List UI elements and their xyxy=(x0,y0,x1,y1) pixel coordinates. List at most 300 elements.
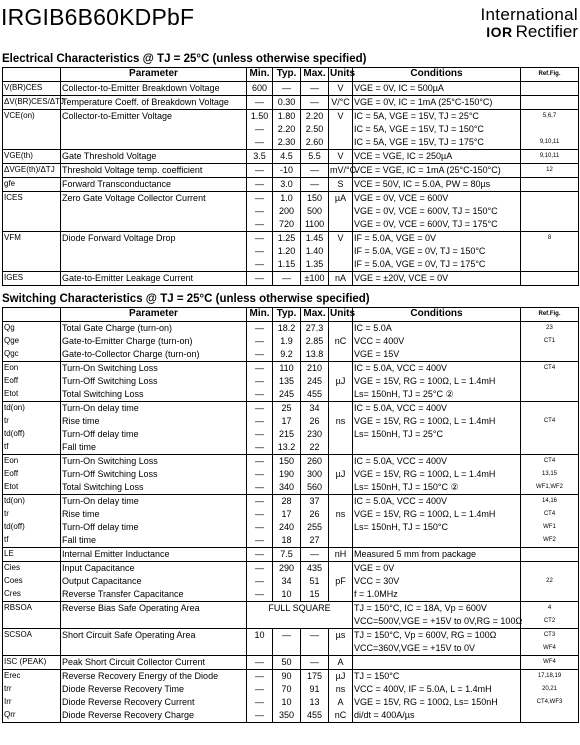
brand-line1: International xyxy=(480,5,578,24)
cell-ref-fig: 12 xyxy=(521,164,579,178)
cell-units: V xyxy=(329,232,353,246)
cell-conditions: Ls= 150nH, TJ = 25°C xyxy=(353,428,521,441)
cell-conditions: VCC = 400V xyxy=(353,335,521,348)
cell-max: 150 xyxy=(301,192,329,206)
cell-max: 175 xyxy=(301,670,329,684)
cell-ref-fig: 17,18,19 xyxy=(521,670,579,684)
header-max: Max. xyxy=(301,308,329,322)
cell-conditions: VGE = 15V, RG = 100Ω, L = 1.4mH xyxy=(353,415,521,428)
cell-min: — xyxy=(247,218,273,232)
cell-units xyxy=(329,322,353,336)
cell-max: 15 xyxy=(301,588,329,602)
cell-conditions: VGE = 15V, RG = 100Ω, Ls= 150nH xyxy=(353,696,521,709)
cell-min: — xyxy=(247,375,273,388)
cell-conditions: VGE = 0V, IC = 500µA xyxy=(353,82,521,96)
cell-symbol: Etot xyxy=(3,388,61,402)
cell-max: 255 xyxy=(301,521,329,534)
cell-max: 27 xyxy=(301,534,329,548)
header-parameter: Parameter xyxy=(61,68,247,82)
cell-min-typ-max: FULL SQUARE xyxy=(247,602,353,616)
cell-max xyxy=(301,642,329,656)
cell-symbol: Erec xyxy=(3,670,61,684)
cell-max: 2.85 xyxy=(301,335,329,348)
cell-typ: 1.25 xyxy=(273,232,301,246)
cell-units: S xyxy=(329,178,353,192)
table-row xyxy=(3,415,579,428)
cell-units xyxy=(329,218,353,232)
cell-symbol: ΔVGE(th)/ΔTJ xyxy=(3,164,61,178)
cell-units xyxy=(329,428,353,441)
cell-ref-fig: CT4 xyxy=(521,455,579,469)
cell-max: 1.45 xyxy=(301,232,329,246)
header-typ: Typ. xyxy=(273,68,301,82)
cell-min: — xyxy=(247,670,273,684)
cell-typ: 1.9 xyxy=(273,335,301,348)
cell-typ: 150 xyxy=(273,455,301,469)
cell-min: — xyxy=(247,481,273,495)
cell-parameter: Reverse Transfer Capacitance xyxy=(61,588,247,602)
cell-ref-fig: 23 xyxy=(521,322,579,336)
cell-max: 2.50 xyxy=(301,123,329,136)
cell-ref-fig xyxy=(521,562,579,576)
cell-conditions: IC = 5A, VGE = 15V, TJ = 150°C xyxy=(353,123,521,136)
cell-ref-fig: WF1 xyxy=(521,521,579,534)
cell-min: — xyxy=(247,245,273,258)
cell-ref-fig: CT4 xyxy=(521,362,579,376)
cell-typ: 1.0 xyxy=(273,192,301,206)
table-row xyxy=(3,629,579,643)
cell-min: — xyxy=(247,521,273,534)
cell-max: 560 xyxy=(301,481,329,495)
cell-conditions: VCE = VGE, IC = 250µA xyxy=(353,150,521,164)
cell-typ: 3.0 xyxy=(273,178,301,192)
cell-units: µA xyxy=(329,192,353,206)
cell-symbol: Eoff xyxy=(3,468,61,481)
cell-max: 455 xyxy=(301,709,329,723)
cell-ref-fig xyxy=(521,375,579,388)
cell-min: — xyxy=(247,136,273,150)
table-row xyxy=(3,96,579,110)
cell-min: — xyxy=(247,205,273,218)
electrical-section-title: Electrical Characteristics @ TJ = 25°C (unless otherwise specified) xyxy=(2,53,367,65)
table-row xyxy=(3,468,579,481)
part-number: IRGIB6B60KDPbF xyxy=(1,4,195,30)
cell-ref-fig xyxy=(521,205,579,218)
cell-parameter: Turn-On Switching Loss xyxy=(61,362,247,376)
cell-units: nH xyxy=(329,548,353,562)
cell-max: 13.8 xyxy=(301,348,329,362)
cell-ref-fig xyxy=(521,428,579,441)
cell-ref-fig: CT1 xyxy=(521,335,579,348)
cell-units: V/°C xyxy=(329,96,353,110)
cell-units xyxy=(329,481,353,495)
cell-units: V xyxy=(329,82,353,96)
cell-ref-fig xyxy=(521,272,579,286)
header-typ: Typ. xyxy=(273,308,301,322)
cell-ref-fig: 4 xyxy=(521,602,579,616)
cell-max: 260 xyxy=(301,455,329,469)
cell-symbol xyxy=(3,123,61,136)
cell-parameter: Gate-to-Emitter Charge (turn-on) xyxy=(61,335,247,348)
cell-parameter: Fall time xyxy=(61,534,247,548)
table-row xyxy=(3,548,579,562)
cell-min: — xyxy=(247,683,273,696)
table-row xyxy=(3,272,579,286)
cell-symbol: Qg xyxy=(3,322,61,336)
cell-typ: — xyxy=(273,82,301,96)
cell-min: 1.50 xyxy=(247,110,273,124)
header-max: Max. xyxy=(301,68,329,82)
cell-units: µJ xyxy=(329,670,353,684)
cell-max: 91 xyxy=(301,683,329,696)
table-row xyxy=(3,136,579,150)
cell-typ: 17 xyxy=(273,415,301,428)
cell-ref-fig: CT4 xyxy=(521,415,579,428)
cell-min: — xyxy=(247,468,273,481)
cell-symbol xyxy=(3,258,61,272)
cell-max: 5.5 xyxy=(301,150,329,164)
cell-min: — xyxy=(247,192,273,206)
cell-units: pF xyxy=(329,575,353,588)
cell-conditions xyxy=(353,534,521,548)
page-header xyxy=(0,0,580,50)
cell-min: — xyxy=(247,495,273,509)
cell-parameter: Collector-to-Emitter Voltage xyxy=(61,110,247,124)
cell-units xyxy=(329,388,353,402)
cell-conditions xyxy=(353,656,521,670)
table-row xyxy=(3,205,579,218)
cell-parameter: Short Circuit Safe Operating Area xyxy=(61,629,247,643)
cell-min: — xyxy=(247,534,273,548)
cell-units xyxy=(329,258,353,272)
table-row xyxy=(3,602,579,616)
cell-units xyxy=(329,455,353,469)
table-row xyxy=(3,615,579,629)
cell-parameter: Reverse Recovery Energy of the Diode xyxy=(61,670,247,684)
cell-units xyxy=(329,348,353,362)
cell-ref-fig xyxy=(521,178,579,192)
cell-parameter: Diode Reverse Recovery Charge xyxy=(61,709,247,723)
header-min: Min. xyxy=(247,68,273,82)
cell-typ: 13.2 xyxy=(273,441,301,455)
cell-conditions: Measured 5 mm from package xyxy=(353,548,521,562)
cell-conditions: VGE = 0V, VCE = 600V xyxy=(353,192,521,206)
table-row xyxy=(3,232,579,246)
cell-units xyxy=(329,495,353,509)
cell-symbol: Eon xyxy=(3,455,61,469)
cell-parameter: Diode Forward Voltage Drop xyxy=(61,232,247,246)
cell-typ: 18.2 xyxy=(273,322,301,336)
table-row xyxy=(3,245,579,258)
cell-units: nC xyxy=(329,335,353,348)
cell-conditions: IC = 5A, VGE = 15V, TJ = 25°C xyxy=(353,110,521,124)
cell-conditions: f = 1.0MHz xyxy=(353,588,521,602)
table-row xyxy=(3,402,579,416)
header-conditions: Conditions xyxy=(353,68,521,82)
cell-typ: 240 xyxy=(273,521,301,534)
cell-ref-fig xyxy=(521,388,579,402)
cell-conditions: TJ = 150°C, IC = 18A, Vp = 600V xyxy=(353,602,521,616)
header-parameter: Parameter xyxy=(61,308,247,322)
cell-symbol xyxy=(3,642,61,656)
cell-units xyxy=(329,362,353,376)
cell-ref-fig: WF1,WF2 xyxy=(521,481,579,495)
cell-typ: 0.30 xyxy=(273,96,301,110)
cell-units: µJ xyxy=(329,375,353,388)
cell-max: 22 xyxy=(301,441,329,455)
table-row xyxy=(3,642,579,656)
cell-ref-fig xyxy=(521,588,579,602)
cell-typ: 2.20 xyxy=(273,123,301,136)
cell-parameter: Gate Threshold Voltage xyxy=(61,150,247,164)
cell-units: A xyxy=(329,696,353,709)
cell-parameter: Output Capacitance xyxy=(61,575,247,588)
cell-conditions: VGE = 15V, RG = 100Ω, L = 1.4mH xyxy=(353,375,521,388)
cell-conditions: Ls= 150nH, TJ = 25°C ② xyxy=(353,388,521,402)
cell-parameter: Turn-Off delay time xyxy=(61,521,247,534)
cell-ref-fig xyxy=(521,82,579,96)
cell-parameter xyxy=(61,615,247,629)
cell-symbol: td(off) xyxy=(3,521,61,534)
table-row xyxy=(3,322,579,336)
cell-max: 2.60 xyxy=(301,136,329,150)
cell-parameter: Gate-to-Collector Charge (turn-on) xyxy=(61,348,247,362)
cell-typ: 290 xyxy=(273,562,301,576)
switching-section-title: Switching Characteristics @ TJ = 25°C (unless otherwise specified) xyxy=(2,293,370,305)
cell-ref-fig xyxy=(521,258,579,272)
cell-units xyxy=(329,534,353,548)
cell-ref-fig: WF4 xyxy=(521,656,579,670)
table-row xyxy=(3,82,579,96)
table-row xyxy=(3,481,579,495)
header-conditions: Conditions xyxy=(353,308,521,322)
cell-ref-fig: 8 xyxy=(521,232,579,246)
cell-parameter: Fall time xyxy=(61,441,247,455)
cell-min: — xyxy=(247,335,273,348)
cell-conditions: IC = 5.0A xyxy=(353,322,521,336)
cell-typ: 215 xyxy=(273,428,301,441)
cell-max: 2.20 xyxy=(301,110,329,124)
header-units: Units xyxy=(329,308,353,322)
cell-symbol: tf xyxy=(3,441,61,455)
cell-typ: 10 xyxy=(273,696,301,709)
cell-parameter: Turn-Off Switching Loss xyxy=(61,375,247,388)
cell-max: — xyxy=(301,548,329,562)
cell-parameter xyxy=(61,136,247,150)
cell-units: nA xyxy=(329,272,353,286)
cell-parameter: Turn-Off Switching Loss xyxy=(61,468,247,481)
table-row xyxy=(3,110,579,124)
cell-max: 27.3 xyxy=(301,322,329,336)
cell-min: — xyxy=(247,178,273,192)
cell-ref-fig xyxy=(521,348,579,362)
header-ref-fig: Ref.Fig. xyxy=(521,308,579,322)
table-row xyxy=(3,362,579,376)
cell-parameter xyxy=(61,258,247,272)
cell-units: ns xyxy=(329,683,353,696)
cell-ref-fig xyxy=(521,96,579,110)
cell-ref-fig: 9,10,11 xyxy=(521,150,579,164)
cell-typ: 200 xyxy=(273,205,301,218)
cell-ref-fig: CT4,WF3 xyxy=(521,696,579,709)
cell-typ: 4.5 xyxy=(273,150,301,164)
cell-min: — xyxy=(247,441,273,455)
cell-symbol: V(BR)CES xyxy=(3,82,61,96)
cell-max: 34 xyxy=(301,402,329,416)
cell-units xyxy=(329,588,353,602)
cell-symbol xyxy=(3,136,61,150)
cell-symbol xyxy=(3,245,61,258)
cell-typ: 1.80 xyxy=(273,110,301,124)
cell-min: — xyxy=(247,232,273,246)
cell-ref-fig: CT2 xyxy=(521,615,579,629)
cell-conditions: VGE = 15V, RG = 100Ω, L = 1.4mH xyxy=(353,468,521,481)
brand-logo xyxy=(481,6,578,41)
cell-ref-fig: 22 xyxy=(521,575,579,588)
cell-units: ns xyxy=(329,415,353,428)
table-row xyxy=(3,164,579,178)
table-row xyxy=(3,588,579,602)
table-row xyxy=(3,683,579,696)
cell-parameter xyxy=(61,123,247,136)
cell-units: A xyxy=(329,656,353,670)
table-row xyxy=(3,441,579,455)
cell-conditions: TJ = 150°C, Vp = 600V, RG = 100Ω xyxy=(353,629,521,643)
cell-parameter: Internal Emitter Inductance xyxy=(61,548,247,562)
cell-conditions: di/dt = 400A/µs xyxy=(353,709,521,723)
header-symbol xyxy=(3,68,61,82)
cell-typ: 110 xyxy=(273,362,301,376)
cell-symbol: VCE(on) xyxy=(3,110,61,124)
cell-symbol: LE xyxy=(3,548,61,562)
cell-typ: 28 xyxy=(273,495,301,509)
cell-symbol: VFM xyxy=(3,232,61,246)
cell-conditions: VGE = 15V, RG = 100Ω, L = 1.4mH xyxy=(353,508,521,521)
cell-parameter: Turn-On Switching Loss xyxy=(61,455,247,469)
cell-symbol: tf xyxy=(3,534,61,548)
cell-min: — xyxy=(247,588,273,602)
cell-min: 600 xyxy=(247,82,273,96)
cell-ref-fig xyxy=(521,548,579,562)
cell-conditions: IC = 5.0A, VCC = 400V xyxy=(353,455,521,469)
table-row xyxy=(3,428,579,441)
cell-units: V xyxy=(329,110,353,124)
cell-min-typ-max xyxy=(247,615,353,629)
table-row xyxy=(3,218,579,232)
table-row xyxy=(3,123,579,136)
cell-conditions: VGE = 0V, VCE = 600V, TJ = 175°C xyxy=(353,218,521,232)
cell-symbol: ΔV(BR)CES/ΔTJ xyxy=(3,96,61,110)
cell-conditions: IF = 5.0A, VGE = 0V, TJ = 175°C xyxy=(353,258,521,272)
cell-min: — xyxy=(247,164,273,178)
cell-min: — xyxy=(247,428,273,441)
cell-min: — xyxy=(247,96,273,110)
cell-symbol: td(on) xyxy=(3,402,61,416)
cell-conditions: Ls= 150nH, TJ = 150°C ② xyxy=(353,481,521,495)
cell-typ: — xyxy=(273,629,301,643)
cell-parameter: Total Gate Charge (turn-on) xyxy=(61,322,247,336)
brand-line2: Rectifier xyxy=(515,22,578,41)
table-row xyxy=(3,455,579,469)
cell-parameter: Rise time xyxy=(61,508,247,521)
cell-min: — xyxy=(247,562,273,576)
cell-conditions: VCC = 30V xyxy=(353,575,521,588)
cell-units xyxy=(329,245,353,258)
cell-min: — xyxy=(247,362,273,376)
cell-min: 10 xyxy=(247,629,273,643)
cell-symbol: tr xyxy=(3,415,61,428)
cell-min: — xyxy=(247,575,273,588)
cell-symbol: Cies xyxy=(3,562,61,576)
cell-conditions: Ls= 150nH, TJ = 150°C xyxy=(353,521,521,534)
cell-symbol: td(off) xyxy=(3,428,61,441)
cell-max: 26 xyxy=(301,508,329,521)
cell-ref-fig: CT4 xyxy=(521,508,579,521)
cell-max: — xyxy=(301,82,329,96)
table-row xyxy=(3,575,579,588)
cell-ref-fig xyxy=(521,402,579,416)
cell-ref-fig: 13,15 xyxy=(521,468,579,481)
cell-max: 210 xyxy=(301,362,329,376)
cell-symbol: Etot xyxy=(3,481,61,495)
cell-symbol: Coes xyxy=(3,575,61,588)
cell-units: µs xyxy=(329,629,353,643)
cell-min: — xyxy=(247,258,273,272)
cell-typ: 350 xyxy=(273,709,301,723)
table-row xyxy=(3,521,579,534)
cell-parameter: Rise time xyxy=(61,415,247,428)
cell-ref-fig: 9,10,11 xyxy=(521,136,579,150)
cell-ref-fig xyxy=(521,709,579,723)
cell-parameter: Forward Transconductance xyxy=(61,178,247,192)
cell-max: 300 xyxy=(301,468,329,481)
cell-max: 26 xyxy=(301,415,329,428)
cell-ref-fig xyxy=(521,441,579,455)
cell-max: 500 xyxy=(301,205,329,218)
cell-min xyxy=(247,642,273,656)
cell-min: — xyxy=(247,548,273,562)
cell-typ: 1.20 xyxy=(273,245,301,258)
cell-typ: -10 xyxy=(273,164,301,178)
cell-typ: 7.5 xyxy=(273,548,301,562)
header-units: Units xyxy=(329,68,353,82)
switching-characteristics-table xyxy=(2,307,579,723)
cell-min: — xyxy=(247,415,273,428)
cell-parameter xyxy=(61,245,247,258)
cell-parameter: Turn-On delay time xyxy=(61,402,247,416)
cell-units: ns xyxy=(329,508,353,521)
cell-max: 245 xyxy=(301,375,329,388)
cell-min: — xyxy=(247,455,273,469)
cell-units: µJ xyxy=(329,468,353,481)
cell-units xyxy=(329,205,353,218)
cell-units xyxy=(329,441,353,455)
cell-units xyxy=(329,521,353,534)
cell-conditions: VCE = VGE, IC = 1mA (25°C-150°C) xyxy=(353,164,521,178)
cell-symbol: gfe xyxy=(3,178,61,192)
cell-conditions xyxy=(353,441,521,455)
cell-max: 230 xyxy=(301,428,329,441)
table-row xyxy=(3,150,579,164)
table-row xyxy=(3,709,579,723)
cell-units: V xyxy=(329,150,353,164)
cell-max: 13 xyxy=(301,696,329,709)
cell-max: 37 xyxy=(301,495,329,509)
cell-symbol: Eon xyxy=(3,362,61,376)
cell-min: — xyxy=(247,508,273,521)
cell-typ: 70 xyxy=(273,683,301,696)
cell-max: — xyxy=(301,656,329,670)
